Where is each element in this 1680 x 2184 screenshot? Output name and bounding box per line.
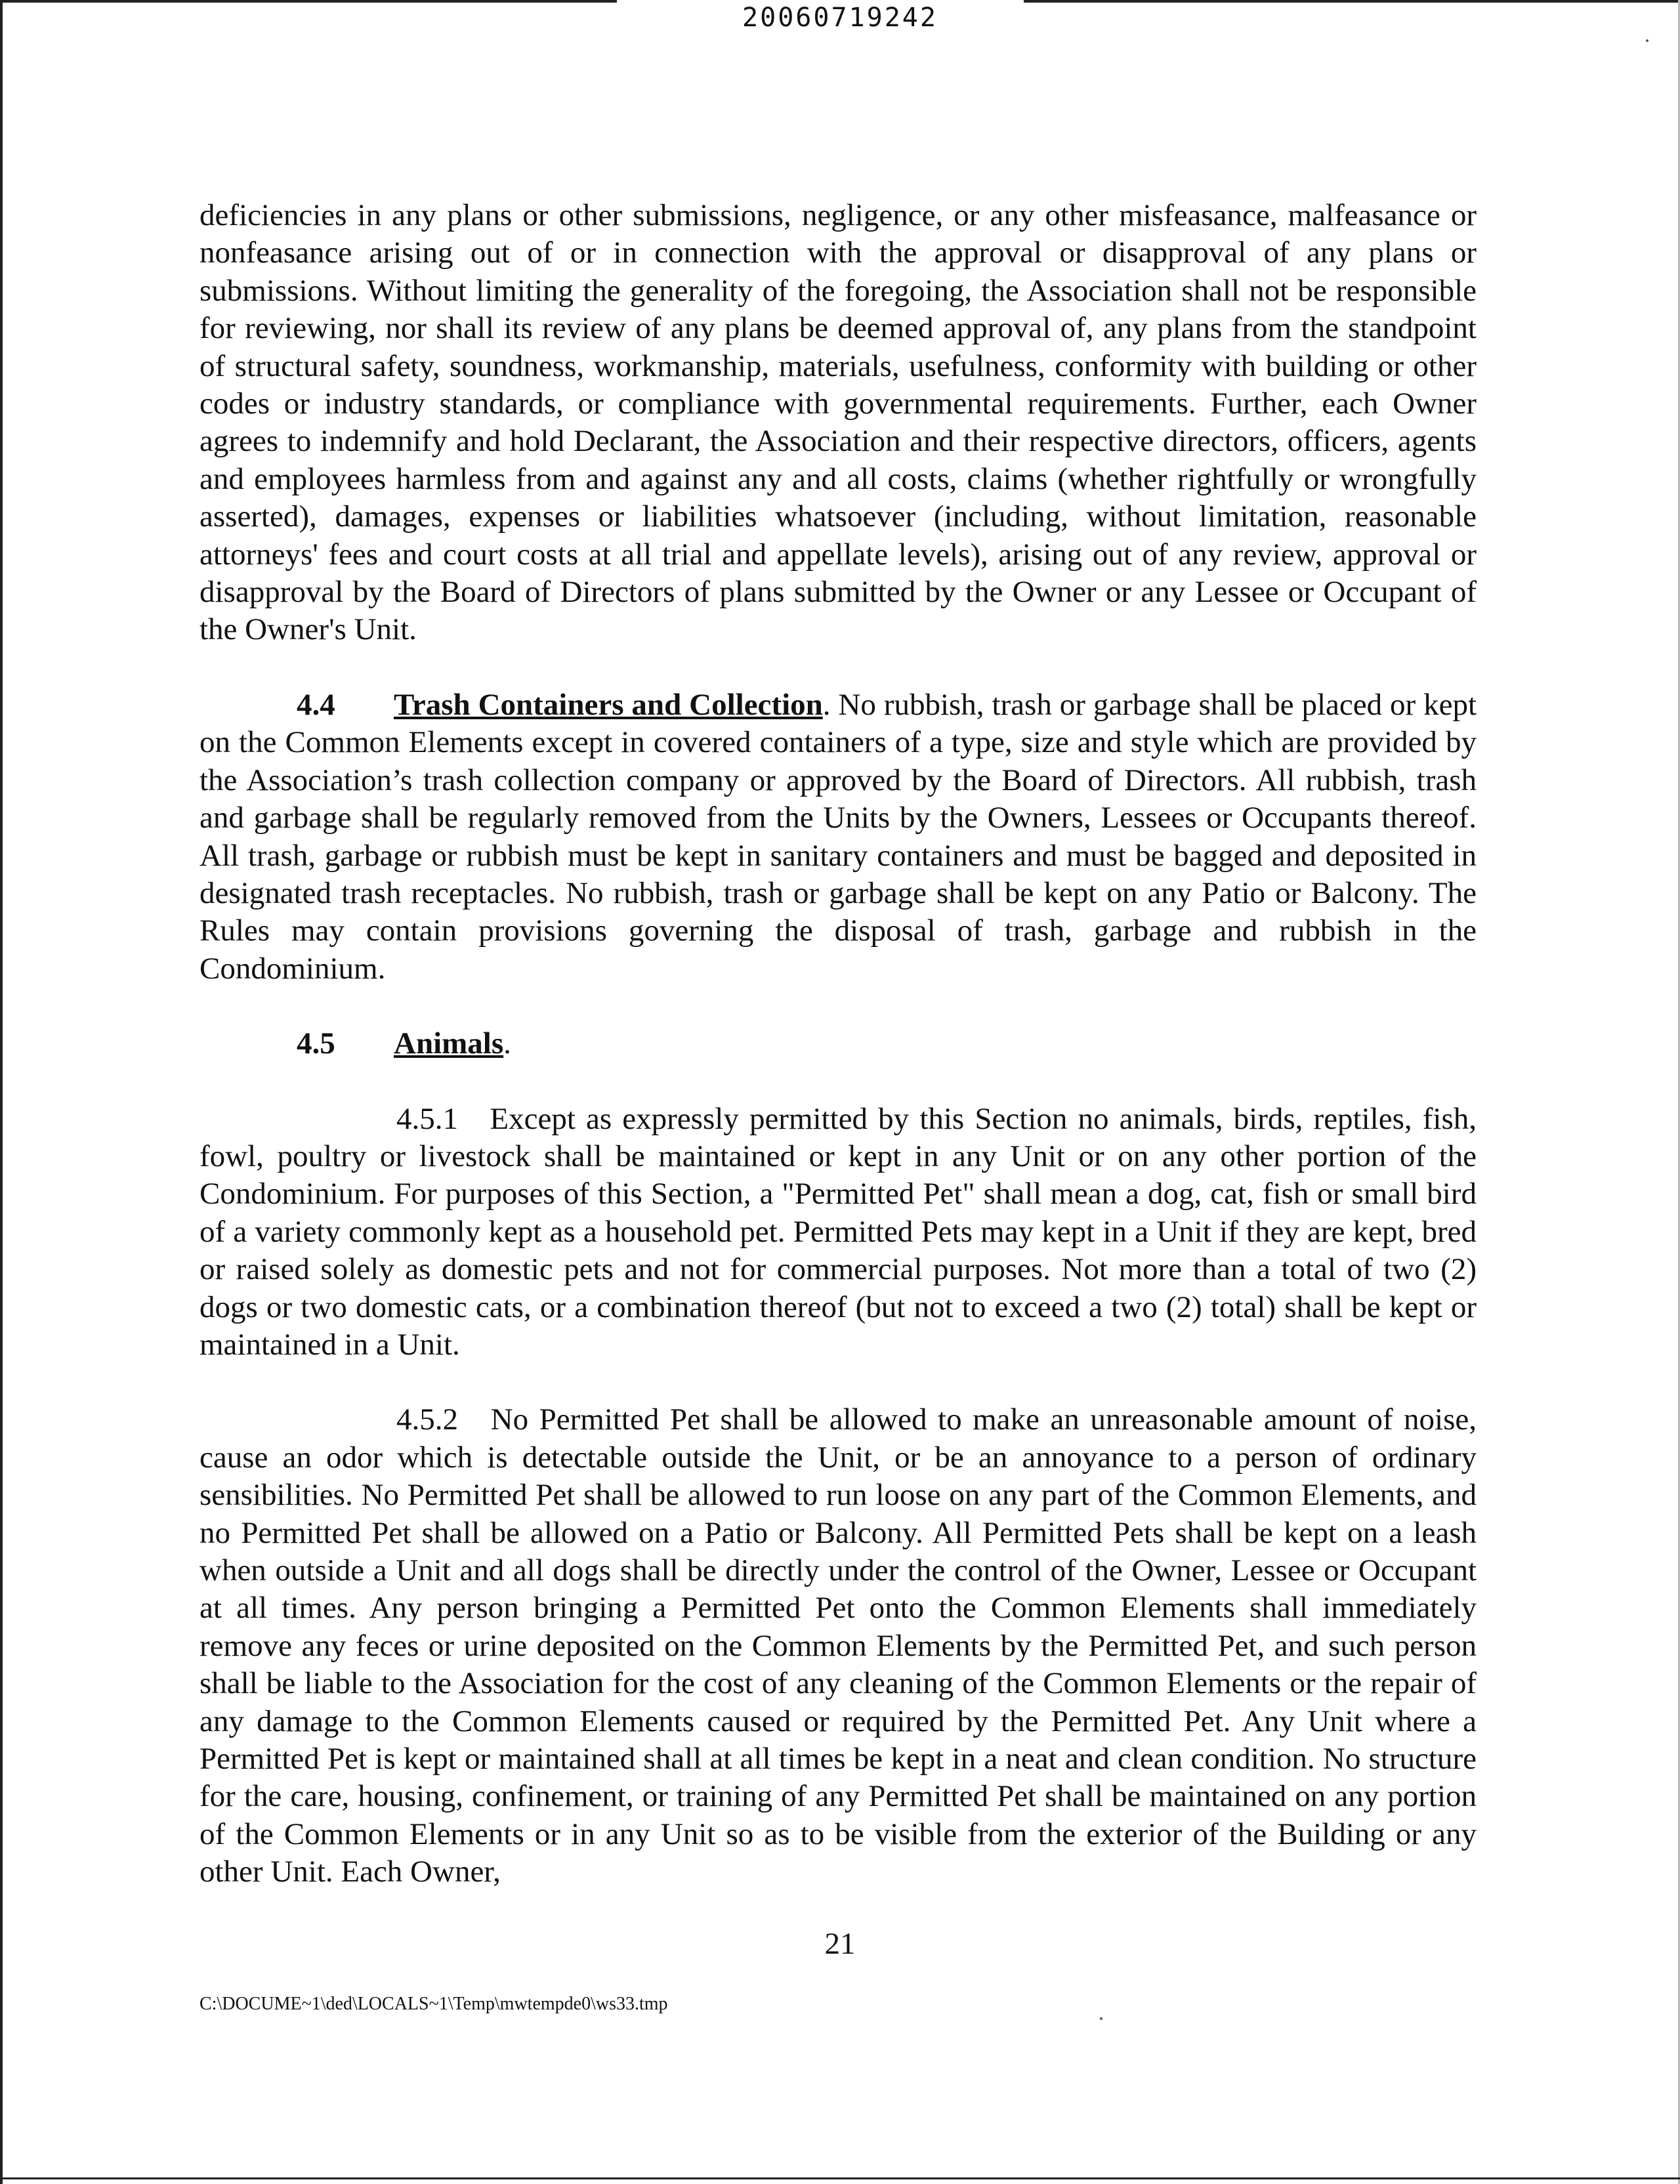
scan-edge-left: [0, 0, 3, 2184]
page-number: 21: [824, 1927, 856, 1961]
section-text: . No rubbish, trash or garbage shall be placed or kept on the Common Elements except in covered containers of a type, size and style which are provided by the Association’s trash collection company or approved by the Board of Directors. All rubbish, trash and garbage shall be regularly removed from the Units by the Owners, Lessees or Occupants thereof. All trash, garbage or rubbish must be kept in sanitary containers and must be bagged and deposited in designated trash receptacles. No rubbish, trash or garbage shall be kept on any Patio or Balcony. The Rules may contain provisions governing the disposal of trash, garbage and rubbish in the Condominium.: [200, 687, 1477, 986]
section-4-4-paragraph: [200, 686, 1477, 988]
section-4-5-heading: [200, 1025, 1477, 1062]
intro-paragraph: deficiencies in any plans or other submissions, negligence, or any other misfeasance, malfeasance or nonfeasance arising out of or in connection with the approval or disapproval of any plans or submissions. Without limiting the generality of the foregoing, the Association shall not be responsible for reviewing, nor shall its review of any plans be deemed approval of, any plans from the standpoint of structural safety, soundness, workmanship, materials, usefulness, conformity with building or other codes or industry standards, or compliance with governmental requirements. Further, each Owner agrees to indemnify and hold Declarant, the Association and their respective directors, officers, agents and employees harmless from and against any and all costs, claims (whether rightfully or wrongfully asserted), damages, expenses or liabilities whatsoever (including, without limitation, reasonable attorneys' fees and court costs at all trial and appellate levels), arising out of any review, approval or disapproval by the Board of Directors of plans submitted by the Owner or any Lessee or Occupant of the Owner's Unit.: [200, 198, 1477, 647]
subsection-number: 4.5.1: [396, 1101, 458, 1136]
subsection-text: Except as expressly permitted by this Section no animals, birds, reptiles, fish, fowl, poultry or livestock shall be maintained or kept in any Unit or on any other portion of the Condominium. For purposes of this Section, a "Permitted Pet" shall mean a dog, cat, fish or small bird of a variety commonly kept as a household pet. Permitted Pets may kept in a Unit if they are kept, bred or raised solely as domestic pets and not for commercial purposes. Not more than a total of two (2) dogs or two domestic cats, or a combination thereof (but not to exceed a two (2) total) shall be kept or maintained in a Unit.: [200, 1101, 1477, 1362]
section-4-5-2-paragraph: [200, 1401, 1477, 1891]
section-number: 4.4: [297, 687, 335, 722]
subsection-text: No Permitted Pet shall be allowed to make an unreasonable amount of noise, cause an odor which is detectable outside the Unit, or be an annoyance to a person of ordinary sensibilities. No Permitted Pet shall be allowed to run loose on any part of the Common Elements, and no Permitted Pet shall be allowed on a Patio or Balcony. All Permitted Pets shall be kept on a leash when outside a Unit and all dogs shall be directly under the control of the Owner, Lessee or Occupant at all times. Any person bringing a Permitted Pet onto the Common Elements shall immediately remove any feces or urine deposited on the Common Elements by the Permitted Pet, and such person shall be liable to the Association for the cost of any cleaning of the Common Elements or the repair of any damage to the Common Elements caused or required by the Permitted Pet. Any Unit where a Permitted Pet is kept or maintained shall at all times be kept in a neat and clean condition. No structure for the care, housing, confinement, or training of any Permitted Pet shall be maintained on any portion of the Common Elements or in any Unit so as to be visible from the exterior of the Building or any other Unit. Each Owner,: [200, 1402, 1477, 1889]
section-heading: Animals: [394, 1026, 504, 1061]
document-number: 20060719242: [742, 3, 938, 33]
heading-suffix: .: [503, 1026, 511, 1061]
scan-speck: [1646, 39, 1648, 42]
scan-speck: [1100, 2017, 1102, 2020]
scan-edge-bottom: [0, 2177, 1680, 2179]
section-number: 4.5: [297, 1026, 335, 1061]
section-4-5-1-paragraph: [200, 1101, 1477, 1364]
file-path: C:\DOCUME~1\ded\LOCALS~1\Temp\mwtempde0\ws33.tmp: [200, 1994, 668, 2014]
section-heading: Trash Containers and Collection: [394, 687, 823, 722]
document-body: [200, 197, 1477, 1891]
subsection-number: 4.5.2: [396, 1402, 458, 1437]
